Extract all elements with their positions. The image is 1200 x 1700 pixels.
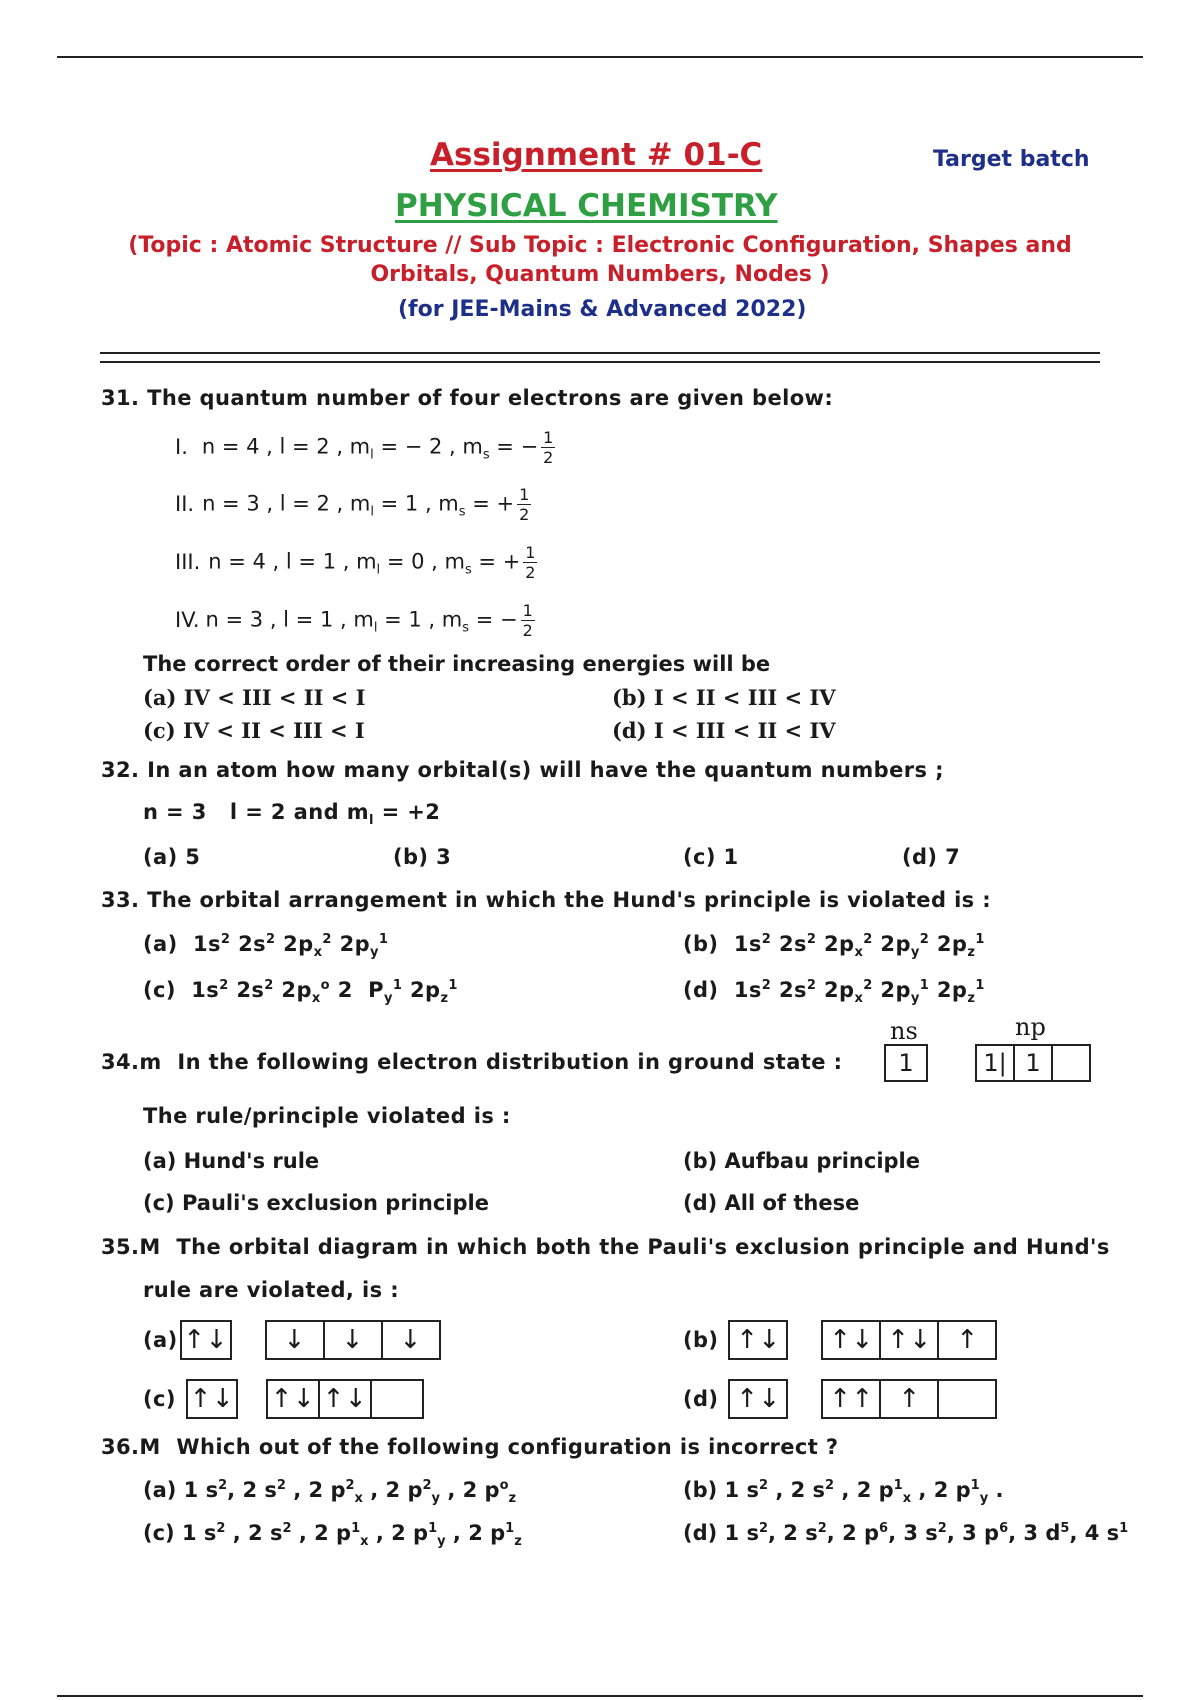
q36-text bbox=[101, 1435, 838, 1459]
q35-d-s-box: ↑↓ bbox=[728, 1379, 788, 1419]
q35-a-p-boxes: ↓ ↓ ↓ bbox=[265, 1320, 441, 1360]
q35-d-p-boxes: ↑↑ ↑ bbox=[821, 1379, 997, 1419]
q36-option-a[interactable]: (a) 1 $s^2$, 2 $s^2$ , 2 $p^2_x$ , 2 $p^2_y$ , 2 $p^o_z$ bbox=[143, 1478, 517, 1507]
q31-question: The quantum number of four electrons are given below: bbox=[147, 386, 834, 410]
q34-np-label: np bbox=[1015, 1013, 1046, 1041]
subject-title: PHYSICAL CHEMISTRY bbox=[395, 188, 778, 224]
q31-item-3: III. n = 4 , l = 1 , $m_l = 0$ , $m_s$ = + $\frac{1}{2}$ bbox=[175, 543, 536, 582]
q33-option-d[interactable]: (d) $1s^2$ $2s^2$ $2p_x^2$ $2p_y^1$ $2p_z^1$ bbox=[683, 978, 985, 1007]
q32-text bbox=[101, 758, 944, 782]
q35-c-s-box: ↑↓ bbox=[186, 1379, 238, 1419]
q32-option-d[interactable]: (d) 7 bbox=[902, 845, 961, 869]
top-rule bbox=[57, 56, 1143, 58]
assignment-title: Assignment # 01-C bbox=[430, 137, 763, 173]
q36-question: Which out of the following configuration is incorrect ? bbox=[176, 1435, 839, 1459]
q31-item-4: IV. n = 3 , l = 1 , $m_l = 1$ , $m_s$ = − $\frac{1}{2}$ bbox=[175, 601, 533, 640]
q33-text bbox=[101, 888, 991, 912]
q34-text bbox=[101, 1050, 842, 1074]
exam-line: (for JEE-Mains & Advanced 2022) bbox=[398, 297, 807, 322]
q34-option-b[interactable]: (b) Aufbau principle bbox=[683, 1149, 920, 1173]
q35-option-d[interactable]: (d) ↑↓ ↑↑ ↑ bbox=[683, 1379, 997, 1419]
q35-option-b[interactable]: (b) ↑↓ ↑↓ ↑↓ ↑ bbox=[683, 1320, 997, 1360]
q35-option-c[interactable]: (c) ↑↓ ↑↓ ↑↓ bbox=[143, 1379, 424, 1419]
q34-option-a[interactable]: (a) Hund's rule bbox=[143, 1149, 320, 1173]
q34-number: 34.m bbox=[101, 1050, 162, 1074]
topic-line-2: Orbitals, Quantum Numbers, Nodes ) bbox=[370, 262, 830, 287]
q33-option-a[interactable]: (a) $1s^2$ $2s^2$ $2p_x^2$ $2p_y^1$ bbox=[143, 932, 389, 961]
q31-text bbox=[101, 386, 833, 410]
q32-number: 32. bbox=[101, 758, 140, 782]
q33-option-b[interactable]: (b) $1s^2$ $2s^2$ $2p_x^2$ $2p_y^2$ $2p_z^1$ bbox=[683, 932, 985, 961]
q35-question: The orbital diagram in which both the Pauli's exclusion principle and Hund's bbox=[176, 1235, 1110, 1259]
q31-prompt: The correct order of their increasing energies will be bbox=[143, 652, 771, 676]
q32-line2: n = 3 l = 2 and $m_l = +2$ bbox=[143, 800, 441, 829]
q32-option-a[interactable]: (a) 5 bbox=[143, 845, 201, 869]
q34-ns-boxes: 1 bbox=[884, 1044, 928, 1082]
q33-option-c[interactable]: (c) $1s^2$ $2s^2$ $2p_x^o$ 2 $P_y^1$ $2p_z^1$ bbox=[143, 978, 458, 1007]
q35-b-p-boxes: ↑↓ ↑↓ ↑ bbox=[821, 1320, 997, 1360]
q36-option-b[interactable]: (b) 1 $s^2$ , 2 $s^2$ , 2 $p^1_x$ , 2 $p^1_y$ . bbox=[683, 1478, 1004, 1507]
q34-question: In the following electron distribution in ground state : bbox=[177, 1050, 843, 1074]
q31-number: 31. bbox=[101, 386, 140, 410]
bottom-rule bbox=[57, 1695, 1143, 1697]
q34-option-c[interactable]: (c) Pauli's exclusion principle bbox=[143, 1191, 489, 1215]
q32-option-b[interactable]: (b) 3 bbox=[393, 845, 452, 869]
q31-option-d[interactable]: (d) I < III < II < IV bbox=[612, 718, 836, 743]
q35-number: 35.M bbox=[101, 1235, 161, 1259]
double-divider bbox=[100, 352, 1100, 363]
q35-text-2: rule are violated, is : bbox=[143, 1278, 400, 1302]
q36-number: 36.M bbox=[101, 1435, 161, 1459]
q34-ns-label: ns bbox=[890, 1017, 918, 1045]
q35-c-p-boxes: ↑↓ ↑↓ bbox=[266, 1379, 424, 1419]
q34-prompt: The rule/principle violated is : bbox=[143, 1104, 511, 1128]
q35-option-a[interactable]: (a) ↑↓ ↓ ↓ ↓ bbox=[143, 1320, 441, 1360]
q33-number: 33. bbox=[101, 888, 140, 912]
q31-option-a[interactable]: (a) IV < III < II < I bbox=[143, 685, 366, 710]
q35-text bbox=[101, 1235, 1110, 1259]
q36-option-c[interactable]: (c) 1 $s^2$ , 2 $s^2$ , 2 $p^1_x$ , 2 $p^1_y$ , 2 $p^1_z$ bbox=[143, 1521, 522, 1550]
q33-question: The orbital arrangement in which the Hund's principle is violated is : bbox=[147, 888, 992, 912]
q34-np-boxes: 1| 1 bbox=[975, 1044, 1091, 1082]
q32-question: In an atom how many orbital(s) will have the quantum numbers ; bbox=[147, 758, 944, 782]
target-batch-label: Target batch bbox=[933, 147, 1090, 172]
q31-item-1: I. n = 4 , l = 2 , $m_l$ = − 2 , $m_s$ = − $\frac{1}{2}$ bbox=[175, 428, 554, 467]
q34-option-d[interactable]: (d) All of these bbox=[683, 1191, 860, 1215]
q31-option-b[interactable]: (b) I < II < III < IV bbox=[612, 685, 836, 710]
q35-b-s-box: ↑↓ bbox=[728, 1320, 788, 1360]
q32-option-c[interactable]: (c) 1 bbox=[683, 845, 739, 869]
q36-option-d[interactable]: (d) 1 $s^2$, 2 $s^2$, 2 $p^6$, 3 $s^2$, 3 $p^6$, 3 $d^5$, 4 $s^1$ bbox=[683, 1521, 1129, 1545]
topic-line-1: (Topic : Atomic Structure // Sub Topic : Electronic Configuration, Shapes and bbox=[128, 233, 1072, 258]
q31-item-2: II. n = 3 , l = 2 , $m_l = 1$ , $m_s$ = + $\frac{1}{2}$ bbox=[175, 485, 530, 524]
q31-option-c[interactable]: (c) IV < II < III < I bbox=[143, 718, 365, 743]
q35-a-s-box: ↑↓ bbox=[180, 1320, 232, 1360]
